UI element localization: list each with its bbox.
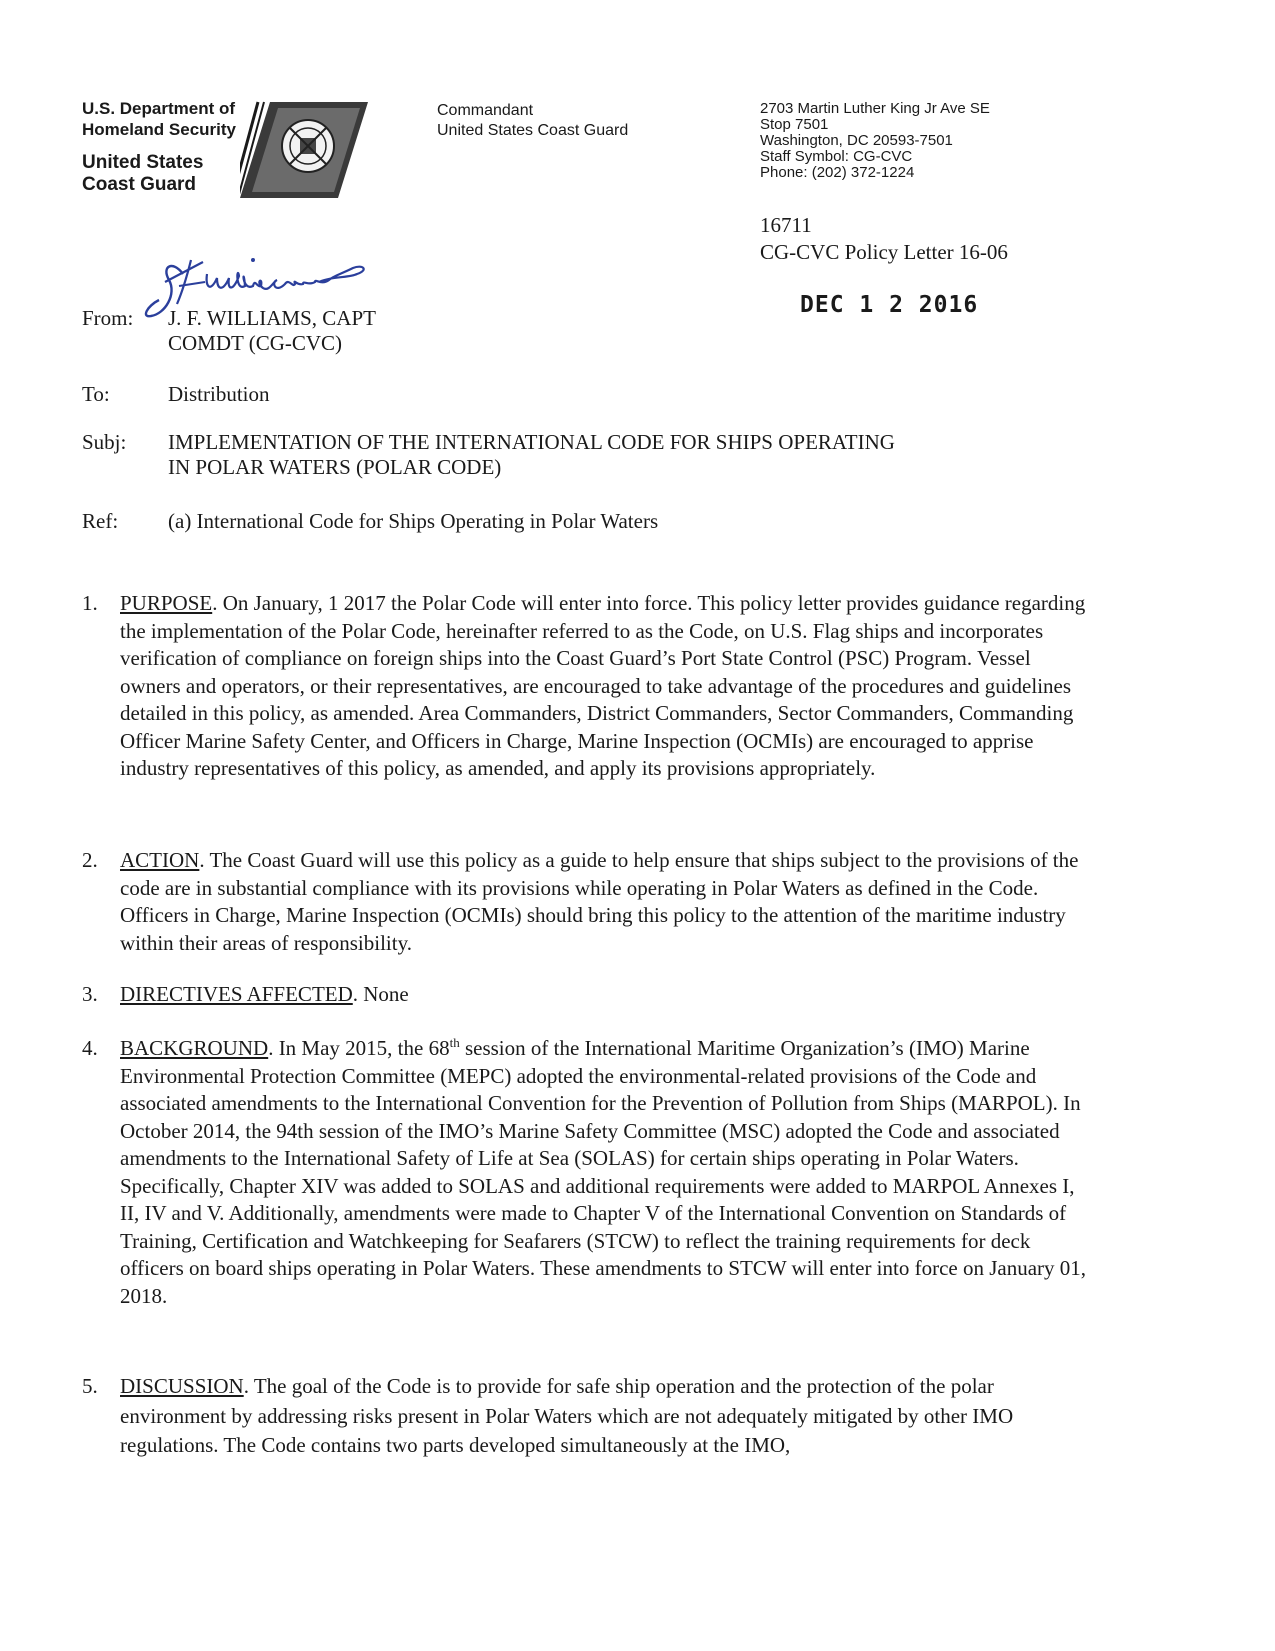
ssic-block bbox=[760, 212, 1008, 266]
commandant-block bbox=[437, 101, 628, 141]
to-value: Distribution bbox=[168, 382, 270, 406]
address-line: Phone: (202) 372-1224 bbox=[760, 164, 915, 181]
policy-letter-number: CG-CVC Policy Letter 16-06 bbox=[760, 240, 1008, 264]
paragraph-number: 2. bbox=[82, 848, 98, 872]
department-line: Homeland Security bbox=[82, 120, 236, 139]
department-line: U.S. Department of bbox=[82, 99, 236, 118]
subject-value bbox=[168, 430, 1048, 480]
coast-guard-seal-logo bbox=[240, 100, 370, 200]
superscript: th bbox=[449, 1035, 460, 1050]
date-stamp: DEC 1 2 2016 bbox=[800, 292, 979, 318]
subject-line: IMPLEMENTATION OF THE INTERNATIONAL CODE FOR SHIPS OPERATING bbox=[168, 430, 895, 454]
paragraph-number: 1. bbox=[82, 591, 98, 615]
commandant-line: Commandant bbox=[437, 102, 534, 119]
from-name: J. F. WILLIAMS, CAPT bbox=[168, 306, 376, 330]
from-label: From: bbox=[82, 306, 134, 330]
department-name bbox=[82, 98, 236, 140]
service-name bbox=[82, 152, 203, 196]
address-line: Stop 7501 bbox=[760, 116, 829, 133]
subject-line: IN POLAR WATERS (POLAR CODE) bbox=[168, 455, 502, 479]
paragraph-number: 5. bbox=[82, 1374, 98, 1398]
subject-label: Subj: bbox=[82, 430, 127, 454]
service-line: United States bbox=[82, 152, 204, 173]
paragraph-heading: PURPOSE bbox=[120, 591, 213, 615]
paragraph-heading: ACTION bbox=[120, 848, 200, 872]
paragraph-text: . In May 2015, the 68 bbox=[268, 1036, 450, 1060]
paragraph-text: . None bbox=[352, 982, 409, 1006]
to-label: To: bbox=[82, 382, 110, 406]
paragraph-directives-affected bbox=[82, 981, 1092, 1009]
service-line: Coast Guard bbox=[82, 174, 197, 195]
paragraph-background bbox=[82, 1035, 1092, 1310]
ssic-number: 16711 bbox=[760, 213, 812, 237]
paragraph-text: session of the International Maritime Organization’s (IMO) Marine Environmental Protection Committee (MEPC) adopted the environmental-related provisions of the Code and associated amendments to the International Convention for the Prevention of Pollution from Ships (MARPOL). In October 2014, the 94th session of the IMO’s Marine Safety Committee (MSC) adopted the Code and associated amendments to the International Safety of Life at Sea (SOLAS) for certain ships operating in Polar Waters. Specifically, Chapter XIV was added to SOLAS and additional requirements were added to MARPOL Annexes I, II, IV and V. Additionally, amendments were made to Chapter V of the International Convention on Standards of Training, Certification and Watchkeeping for Seafarers (STCW) to reflect the training requirements for deck officers on board ships operating in Polar Waters. These amendments to STCW will enter into force on January 01, 2018. bbox=[120, 1036, 1087, 1308]
paragraph-heading: DISCUSSION bbox=[120, 1374, 244, 1398]
paragraph-action bbox=[82, 847, 1092, 957]
address-line: Staff Symbol: CG-CVC bbox=[760, 148, 913, 165]
from-office: COMDT (CG-CVC) bbox=[168, 331, 343, 355]
reference-value: (a) International Code for Ships Operating in Polar Waters bbox=[168, 509, 659, 533]
paragraph-text: . The goal of the Code is to provide for safe ship operation and the protection of the polar environment by addressing risks present in Polar Waters which are not adequately mitigated by other IMO regulations. The Code contains two parts developed simultaneously at the IMO, bbox=[120, 1374, 1014, 1457]
commandant-line: United States Coast Guard bbox=[437, 122, 629, 139]
address-line: Washington, DC 20593-7501 bbox=[760, 132, 953, 149]
paragraph-text: . On January, 1 2017 the Polar Code will enter into force. This policy letter provides guidance regarding the implementation of the Polar Code, hereinafter referred to as the Code, on U.S. Flag ships and incorporates verification of compliance on foreign ships into the Coast Guard’s Port State Control (PSC) Program. Vessel owners and operators, or their representatives, are encouraged to take advantage of the procedures and guidelines detailed in this policy, as amended. Area Commanders, District Commanders, Sector Commanders, Commanding Officer Marine Safety Center, and Officers in Charge, Marine Inspection (OCMIs) are encouraged to apprise industry representatives of this policy, as amended, and apply its provisions appropriately. bbox=[120, 591, 1086, 780]
address-block bbox=[760, 101, 990, 181]
paragraph-purpose bbox=[82, 590, 1092, 783]
paragraph-discussion bbox=[82, 1372, 1092, 1461]
paragraph-heading: DIRECTIVES AFFECTED bbox=[120, 982, 353, 1006]
paragraph-text: . The Coast Guard will use this policy as a guide to help ensure that ships subject to the provisions of the code are in substantial compliance with its provisions while operating in Polar Waters as defined in the Code. Officers in Charge, Marine Inspection (OCMIs) should bring this policy to the attention of the maritime industry within their areas of responsibility. bbox=[120, 848, 1079, 955]
paragraph-number: 4. bbox=[82, 1036, 98, 1060]
reference-label: Ref: bbox=[82, 509, 119, 533]
paragraph-number: 3. bbox=[82, 982, 98, 1006]
paragraph-heading: BACKGROUND bbox=[120, 1036, 269, 1060]
address-line: 2703 Martin Luther King Jr Ave SE bbox=[760, 100, 990, 117]
